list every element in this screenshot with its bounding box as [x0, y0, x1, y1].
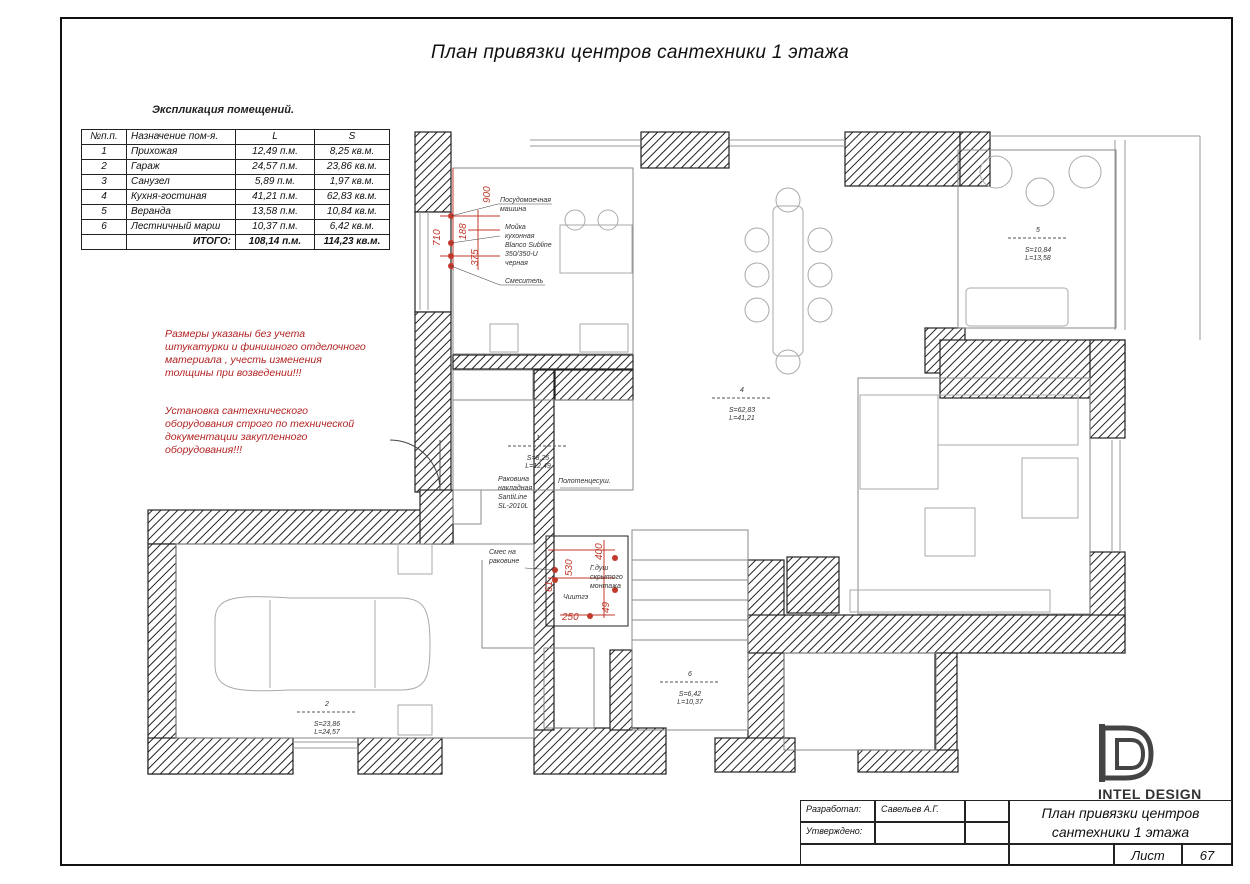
- svg-text:машина: машина: [500, 206, 527, 213]
- wall-segment: [534, 728, 666, 774]
- room-s: S=8,25: [526, 455, 550, 462]
- svg-text:монтажа: монтажа: [590, 583, 621, 590]
- room-s: S=6,42: [678, 691, 702, 698]
- total-label: ИТОГО:: [127, 235, 236, 250]
- total-l: 108,14 п.м.: [236, 235, 315, 250]
- table-cell: 5,89 п.м.: [236, 175, 315, 190]
- room-label-2: [297, 701, 357, 736]
- dim-250: 250: [562, 612, 579, 623]
- wall-segment: [555, 370, 633, 400]
- page-title: План привязки центров сантехники 1 этажа: [431, 42, 849, 63]
- header-l: L: [236, 130, 315, 145]
- table-cell: 5: [82, 205, 127, 220]
- note-dimensions: Размеры указаны без учета штукатурки и финишного отделочного материала , учесть изменения толщины при возведении!!!: [165, 328, 366, 379]
- svg-text:накладная: накладная: [498, 485, 533, 492]
- label-basin: Раковина: [498, 476, 530, 483]
- wall-segment: [748, 615, 1125, 653]
- room-num: 1: [536, 435, 540, 442]
- table-cell: 1,97 кв.м.: [315, 175, 390, 190]
- room-num: 5: [1036, 227, 1040, 234]
- table-cell: Веранда: [127, 205, 236, 220]
- table-cell: Прихожая: [127, 145, 236, 160]
- table-cell: Кухня-гостиная: [127, 190, 236, 205]
- wall-segment: [748, 560, 784, 750]
- room-label-6: [660, 671, 720, 706]
- wall-segment: [858, 750, 958, 772]
- walls: [148, 132, 1125, 774]
- table-cell: 6,42 кв.м.: [315, 220, 390, 235]
- room-num: 4: [740, 387, 744, 394]
- sheet-title: План привязки центров сантехники 1 этажа: [1009, 800, 1232, 844]
- svg-text:SantiLine: SantiLine: [498, 494, 528, 501]
- room-s: S=62,83: [728, 407, 756, 414]
- sheet-label: Лист: [1114, 844, 1182, 866]
- dim-61: 61: [544, 580, 555, 592]
- room-label-4: [712, 387, 772, 422]
- total-s: 114,23 кв.м.: [315, 235, 390, 250]
- table-cell: Гараж: [127, 160, 236, 175]
- room-l: L=13,58: [1025, 255, 1051, 262]
- wall-segment: [148, 510, 453, 544]
- label-bidet: Чиитгэ: [563, 594, 589, 601]
- room-l: L=41,21: [729, 415, 755, 422]
- wall-segment: [845, 132, 960, 186]
- dimension-point: [612, 555, 618, 561]
- dim-400: 400: [594, 543, 605, 560]
- dimension-point: [587, 613, 593, 619]
- wall-segment: [960, 132, 990, 186]
- svg-text:черная: черная: [505, 260, 528, 267]
- explication-caption: Экспликация помещений.: [152, 104, 295, 116]
- table-cell: 24,57 п.м.: [236, 160, 315, 175]
- table-cell: 1: [82, 145, 127, 160]
- wall-segment: [148, 738, 293, 774]
- room-s: S=23,86: [313, 721, 341, 728]
- wall-segment: [641, 132, 729, 168]
- room-label-5: [1008, 227, 1068, 262]
- label-dishwasher: Посудомоечная: [500, 197, 551, 204]
- dimension-point: [448, 253, 454, 259]
- room-num: 6: [688, 671, 692, 678]
- wall-segment: [420, 490, 453, 544]
- table-cell: 4: [82, 190, 127, 205]
- wall-segment: [453, 355, 633, 369]
- dim-710: 710: [432, 229, 443, 246]
- approved-label: Утверждено:: [800, 822, 875, 844]
- svg-text:350/350-U: 350/350-U: [505, 251, 538, 258]
- note-installation: Установка сантехнического оборудования строго по технической документации закупленного оборудования!!!: [165, 405, 355, 456]
- developed-label: Разработал:: [800, 800, 875, 822]
- header-num: №п.п.: [82, 130, 127, 145]
- wall-segment: [415, 132, 451, 212]
- room-l: L=10,37: [677, 699, 703, 706]
- svg-text:скрытого: скрытого: [590, 574, 623, 581]
- room-l: L=24,57: [314, 729, 340, 736]
- svg-text:раковине: раковине: [489, 558, 520, 565]
- dim-900: 900: [482, 186, 493, 203]
- developer-name: Савельев А.Г.: [875, 800, 965, 822]
- table-cell: 10,84 кв.м.: [315, 205, 390, 220]
- fireplace: [787, 557, 839, 613]
- svg-text:SL-2010L: SL-2010L: [498, 503, 529, 510]
- table-cell: 41,21 п.м.: [236, 190, 315, 205]
- wall-segment: [358, 738, 442, 774]
- wall-segment: [715, 738, 795, 772]
- sheet-number: 67: [1182, 844, 1232, 866]
- wall-segment: [935, 653, 957, 753]
- logo-text: INTEL DESIGN: [1098, 786, 1202, 802]
- label-shower: Г.душ: [590, 565, 609, 572]
- title-block: [800, 800, 1232, 866]
- wall-segment: [610, 650, 632, 730]
- table-cell: 2: [82, 160, 127, 175]
- table-cell: 13,58 п.м.: [236, 205, 315, 220]
- table-cell: 23,86 кв.м.: [315, 160, 390, 175]
- room-s: S=10,84: [1024, 247, 1052, 254]
- label-mixer: Смеситель: [505, 278, 544, 285]
- label-towel-dryer: Полотенцесуш.: [558, 478, 611, 485]
- dim-375: 375: [470, 249, 481, 266]
- table-cell: 10,37 п.м.: [236, 220, 315, 235]
- interior-lines: [176, 150, 1116, 750]
- room-num: 2: [325, 701, 329, 708]
- table-cell: 8,25 кв.м.: [315, 145, 390, 160]
- header-purpose: Назначение пом-я.: [127, 130, 236, 145]
- room-l: L=12,49: [525, 463, 551, 470]
- dim-49: 49: [601, 601, 612, 613]
- wall-segment: [1090, 340, 1125, 438]
- header-s: S: [315, 130, 390, 145]
- table-cell: 12,49 п.м.: [236, 145, 315, 160]
- label-sink: Мойка: [505, 224, 526, 231]
- table-cell: Санузел: [127, 175, 236, 190]
- table-cell: 3: [82, 175, 127, 190]
- table-cell: Лестничный марш: [127, 220, 236, 235]
- dim-530: 530: [564, 559, 575, 576]
- svg-text:кухонная: кухонная: [505, 233, 535, 240]
- svg-text:Blanco Subline: Blanco Subline: [505, 242, 552, 249]
- label-basin-mixer: Смес на: [489, 549, 516, 556]
- table-cell: 6: [82, 220, 127, 235]
- table-cell: 62,83 кв.м.: [315, 190, 390, 205]
- dim-188: 188: [458, 223, 469, 240]
